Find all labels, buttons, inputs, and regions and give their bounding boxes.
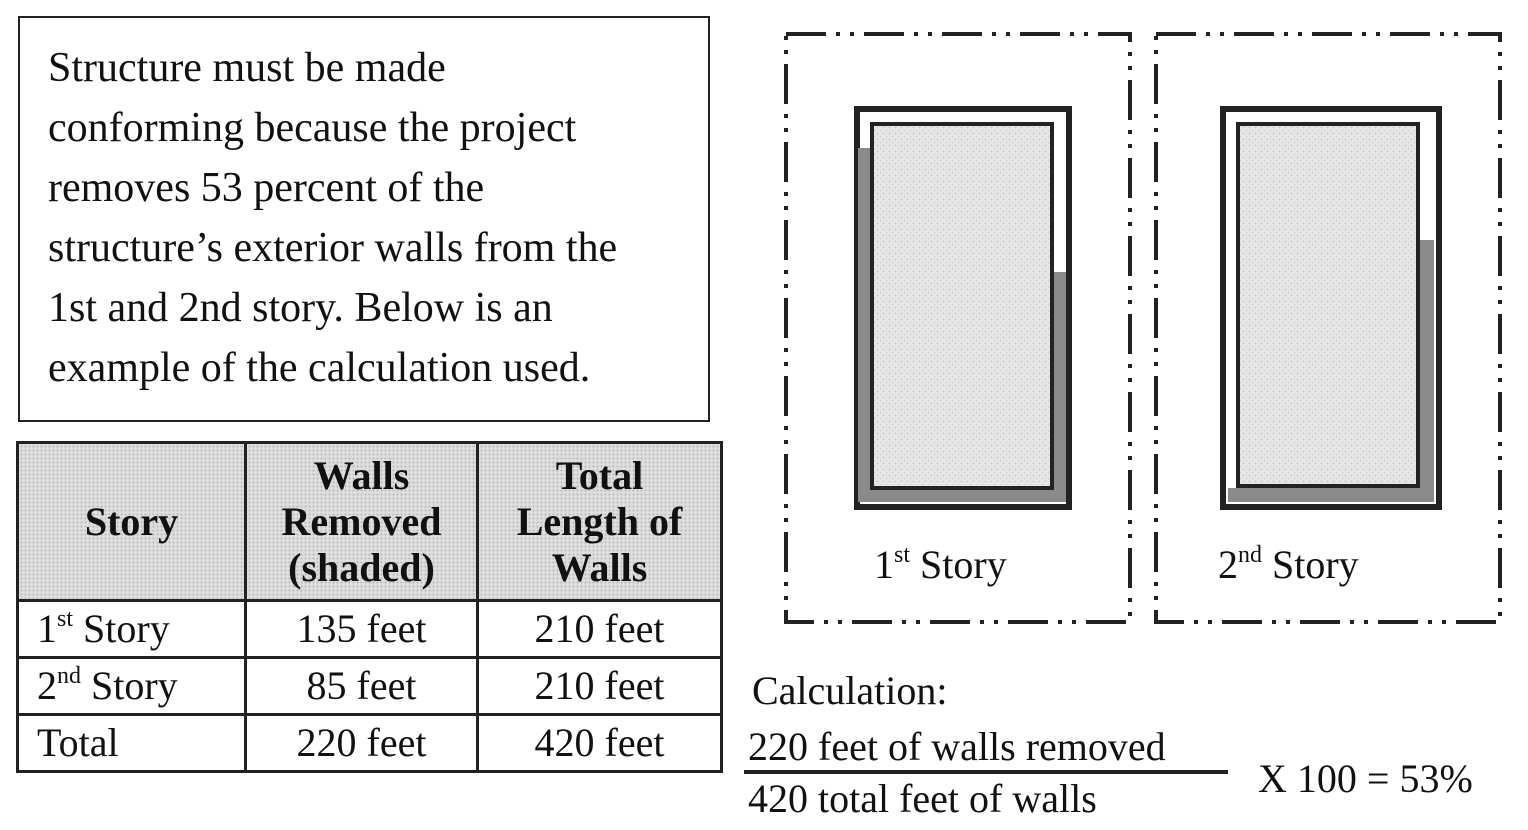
header-walls-removed-line: (shaded)	[288, 544, 435, 590]
header-total-length-line: Walls	[551, 544, 648, 590]
header-total-length-line: Length of	[516, 498, 683, 544]
calculation-denominator: 420 total feet of walls	[748, 776, 1097, 821]
story1-floor-area	[872, 124, 1052, 488]
header-total-length-line: Total	[555, 452, 644, 498]
calculation-result: X 100 = 53%	[1258, 756, 1473, 801]
cell-removed: 220 feet	[246, 715, 478, 772]
header-walls-removed-line: Walls	[313, 452, 410, 498]
story2-shaded-wall-bottom	[1228, 488, 1434, 502]
explanation-line: example of the calculation used.	[48, 345, 591, 391]
story2-shaded-wall-right	[1418, 240, 1434, 502]
fraction-bar	[744, 770, 1228, 774]
cell-total: 210 feet	[478, 658, 722, 715]
story1-caption	[874, 542, 1007, 588]
story2-plan	[1220, 106, 1442, 510]
cell-removed: 85 feet	[246, 658, 478, 715]
story1-shaded-wall-right	[1052, 272, 1066, 502]
calculation-numerator: 220 feet of walls removed	[748, 724, 1166, 769]
story-number: 2	[37, 663, 57, 708]
story-ordinal: st	[57, 605, 74, 632]
story2-number: 2	[1218, 542, 1238, 587]
story-word: Story	[91, 663, 178, 708]
story-word: Story	[83, 606, 170, 651]
story1-plan	[854, 106, 1072, 510]
cell-total: 420 feet	[478, 715, 722, 772]
cell-removed: 135 feet	[246, 601, 478, 658]
story1-shaded-wall-left	[858, 148, 872, 500]
explanation-line: Structure must be made	[48, 45, 446, 91]
story2-caption	[1218, 542, 1359, 588]
story2-floor-area	[1238, 124, 1418, 486]
explanation-line: 1st and 2nd story. Below is an	[48, 285, 553, 331]
cell-total: 210 feet	[478, 601, 722, 658]
header-walls-removed-line: Removed	[281, 498, 442, 544]
story1-ordinal: st	[894, 541, 911, 568]
story1-number: 1	[874, 542, 894, 587]
story2-ordinal: nd	[1238, 541, 1262, 568]
header-story: Story	[18, 443, 246, 601]
explanation-line: structure’s exterior walls from the	[48, 225, 618, 271]
calculation-label: Calculation:	[752, 668, 948, 713]
story-ordinal: nd	[57, 662, 81, 689]
story-number: Total	[37, 720, 119, 765]
story2-word: Story	[1272, 542, 1359, 587]
story1-shaded-wall-bottom	[858, 488, 1056, 502]
story1-word: Story	[920, 542, 1007, 587]
explanation-line: conforming because the project	[48, 105, 577, 151]
explanation-line: removes 53 percent of the	[48, 165, 485, 211]
story-number: 1	[37, 606, 57, 651]
